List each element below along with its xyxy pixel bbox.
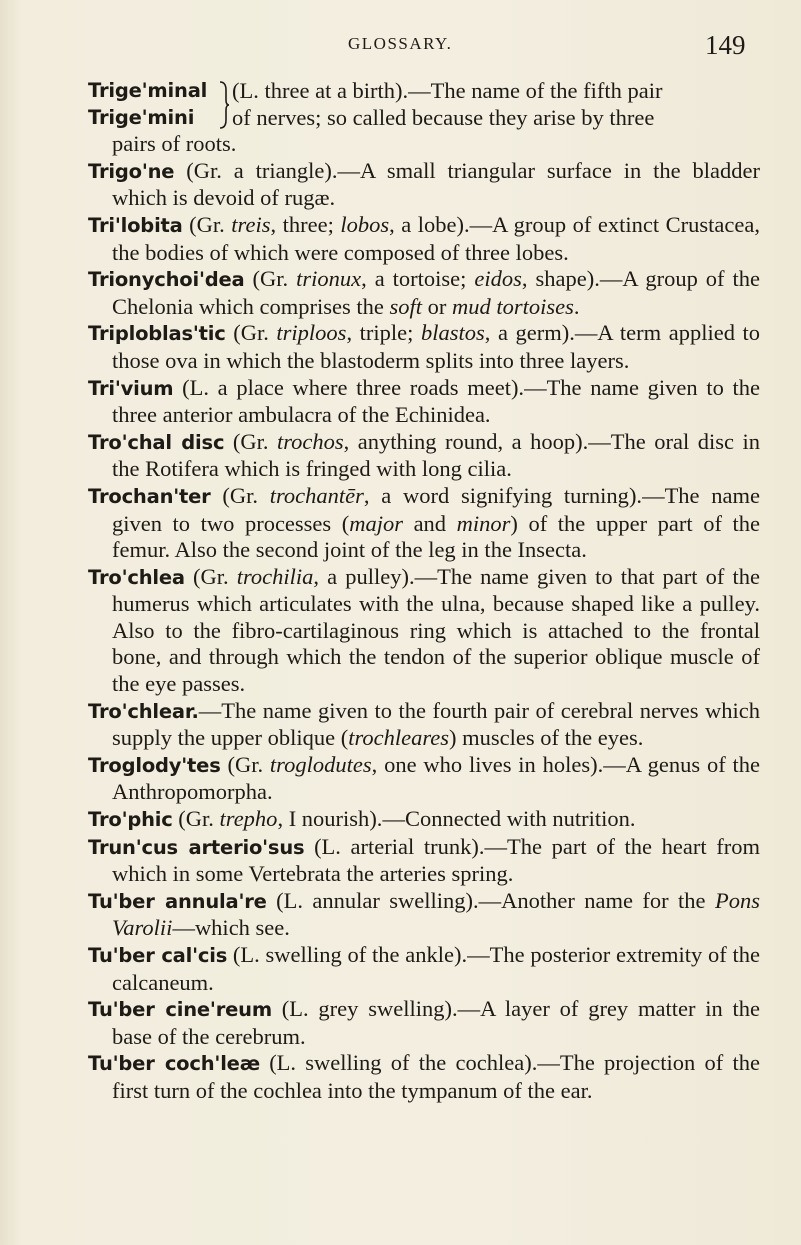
entry-continuation (88, 131, 760, 158)
definition: —A small triangular surface in the bladder which is devoid of rugæ. (112, 157, 760, 211)
glossary-entry (88, 375, 760, 429)
definition: —The name given to the three anterior ambulacra of the Echinidea. (112, 374, 760, 428)
glossary-entry (88, 158, 760, 212)
brace-icon (218, 78, 232, 130)
glossary-entry (88, 806, 760, 834)
etymology: (Gr. trochos, anything round, a hoop). (232, 428, 589, 454)
headword: Tri'vium (88, 376, 174, 400)
definition: —A term applied to those ova in which the blastoderm splits into three layers. (112, 320, 761, 373)
headword: Tro'chlear. (88, 699, 199, 723)
etymology-gloss: I nourish (288, 806, 370, 832)
definition-text: —The name given to two processes ( (112, 482, 761, 536)
definition-text: —Another name for the (478, 887, 715, 913)
entry-text (232, 78, 760, 131)
etymology: (Gr. treis, three; lobos, a lobe). (189, 211, 470, 237)
etymology-gloss: a pulley (327, 563, 402, 589)
headword: Tri'lobita (88, 213, 183, 237)
definition-text: ) of the upper part of the femur. Also the second joint of the leg in the Insecta. (112, 510, 760, 563)
etymology: (Gr. trionux, a tortoise; eidos, shape). (252, 266, 600, 292)
etymology-term: trionux (296, 266, 362, 292)
headword: Tro'phic (88, 808, 173, 832)
glossary-entries (88, 78, 760, 1105)
definition (112, 698, 760, 751)
definition: —A genus of the Anthropomorpha. (112, 751, 761, 805)
glossary-entry (88, 834, 760, 888)
headword: Tu'ber coch'leæ (88, 1052, 260, 1076)
glossary-entry (88, 320, 760, 374)
definition-text: and (403, 510, 457, 536)
etymology: (Gr. trochantēr, a word signifying turning). (222, 482, 643, 508)
glossary-entry (88, 564, 760, 698)
definition-text: —The name given to the fourth pair of cerebral nerves which supply the upper oblique ( (112, 697, 760, 751)
running-head: GLOSSARY. (348, 34, 453, 53)
etymology-term: trepho (219, 806, 278, 832)
definition-term: mud tortoises (451, 293, 574, 319)
page-number: 149 (705, 30, 746, 60)
glossary-entry (88, 942, 760, 996)
definition-text: . (573, 293, 580, 319)
definition-term: major (349, 510, 403, 536)
etymology: (L. swelling of the cochlea). (269, 1050, 538, 1076)
definition: —A group of extinct Crustacea, the bodies of which were composed of three lobes. (112, 211, 760, 265)
etymology-gloss: three (282, 211, 328, 237)
etymology-gloss: a germ (497, 320, 562, 346)
etymology: (L. annular swelling). (276, 887, 479, 913)
etymology: (Gr. a triangle). (186, 157, 338, 183)
headword: Trigo'ne (88, 159, 175, 183)
glossary-entry (88, 483, 760, 564)
etymology: (Gr. trochilia, a pulley). (192, 563, 415, 589)
glossary-entry (88, 429, 760, 483)
glossary-entry (88, 996, 760, 1050)
definition-text: ) muscles of the eyes. (449, 725, 644, 751)
page-header (0, 30, 801, 60)
etymology-term: triploos (276, 320, 347, 346)
etymology-gloss: one who lives in holes (384, 751, 591, 777)
headword: Triploblas'tic (88, 322, 226, 346)
definition: —Connected with nutrition. (382, 806, 636, 832)
definition: —The projection of the first turn of the cochlea into the tympanum of the ear. (112, 1050, 760, 1103)
definition-text: —which see. (172, 915, 290, 941)
etymology-term: trochos (276, 428, 344, 454)
headword: Trochan'ter (88, 484, 211, 508)
etymology: of nerves; so called because they arise by three (232, 104, 655, 130)
definition: pairs of roots. (112, 131, 237, 157)
etymology-term: blastos (420, 320, 485, 346)
etymology-term: trochantēr (269, 482, 364, 508)
etymology: (Gr. trepho, I nourish). (178, 806, 383, 832)
etymology: (L. three at a birth).—The name of the fifth pair (232, 78, 663, 103)
etymology-term: troglodutes (269, 751, 372, 777)
etymology-term: lobos (340, 211, 390, 237)
headword: Troglody'tes (88, 753, 221, 777)
etymology: (L. arterial trunk). (314, 833, 485, 859)
glossary-entry (88, 888, 760, 942)
etymology-term: eidos (474, 266, 522, 292)
headword: Trionychoi'dea (88, 268, 245, 292)
headword: Trige'minal (88, 79, 208, 102)
definition-term: Pons Varolii (112, 887, 760, 941)
etymology-gloss: triple (359, 320, 408, 346)
glossary-entry (88, 1050, 760, 1104)
definition-text: or (421, 293, 452, 319)
headword: Trige'mini (88, 105, 195, 129)
headword: Tu'ber cal'cis (88, 944, 228, 967)
glossary-entry (88, 266, 760, 320)
definition: —The name given to that part of the humerus which articulates with the ulna, because shaped like a pulley. Also to the fibro-cartilaginous ring which is attached to the frontal bone, and through which the tendon of the superior oblique muscle of the eye passes. (112, 563, 760, 697)
definition-term: trochleares (348, 725, 450, 751)
glossary-entry (88, 212, 760, 266)
etymology: (L. swelling of the ankle). (232, 942, 468, 967)
definition: —A layer of grey matter in the base of the cerebrum. (112, 996, 761, 1049)
definition: —The posterior extremity of the calcaneum. (112, 942, 760, 995)
headword: Tu'ber annula're (88, 889, 267, 913)
headword: Tro'chal disc (88, 430, 225, 454)
etymology-gloss: shape (535, 266, 587, 292)
etymology-term: trochilia (236, 563, 314, 589)
glossary-entry-trigeminal (88, 78, 760, 131)
definition-text: —A group of the Chelonia which comprises the (112, 266, 761, 319)
glossary-entry (88, 752, 760, 806)
etymology-gloss: anything round, a hoop (357, 428, 576, 454)
definition: —The oral disc in the Rotifera which is fringed with long cilia. (112, 428, 761, 482)
etymology-gloss: a lobe (401, 211, 457, 237)
etymology-gloss: a word signifying turning (381, 482, 629, 508)
etymology: (L. grey swelling). (281, 996, 458, 1022)
headword-pair (88, 78, 218, 131)
headword: Trun'cus arterio'sus (88, 835, 305, 859)
headword: Tro'chlea (88, 565, 185, 589)
headword: Tu'ber cine'reum (88, 998, 272, 1022)
definition: —The part of the heart from which in some Vertebrata the arteries spring. (112, 833, 760, 887)
etymology: (Gr. troglodutes, one who lives in holes). (227, 751, 604, 777)
glossary-entry (88, 698, 760, 752)
etymology-term: treis (231, 211, 271, 237)
etymology: (L. a place where three roads meet). (182, 374, 525, 400)
etymology: (Gr. triploos, triple; blastos, a germ). (233, 320, 575, 346)
definition-term: minor (456, 510, 511, 536)
etymology-gloss: a tortoise (374, 266, 461, 292)
definition-term: soft (389, 293, 422, 319)
